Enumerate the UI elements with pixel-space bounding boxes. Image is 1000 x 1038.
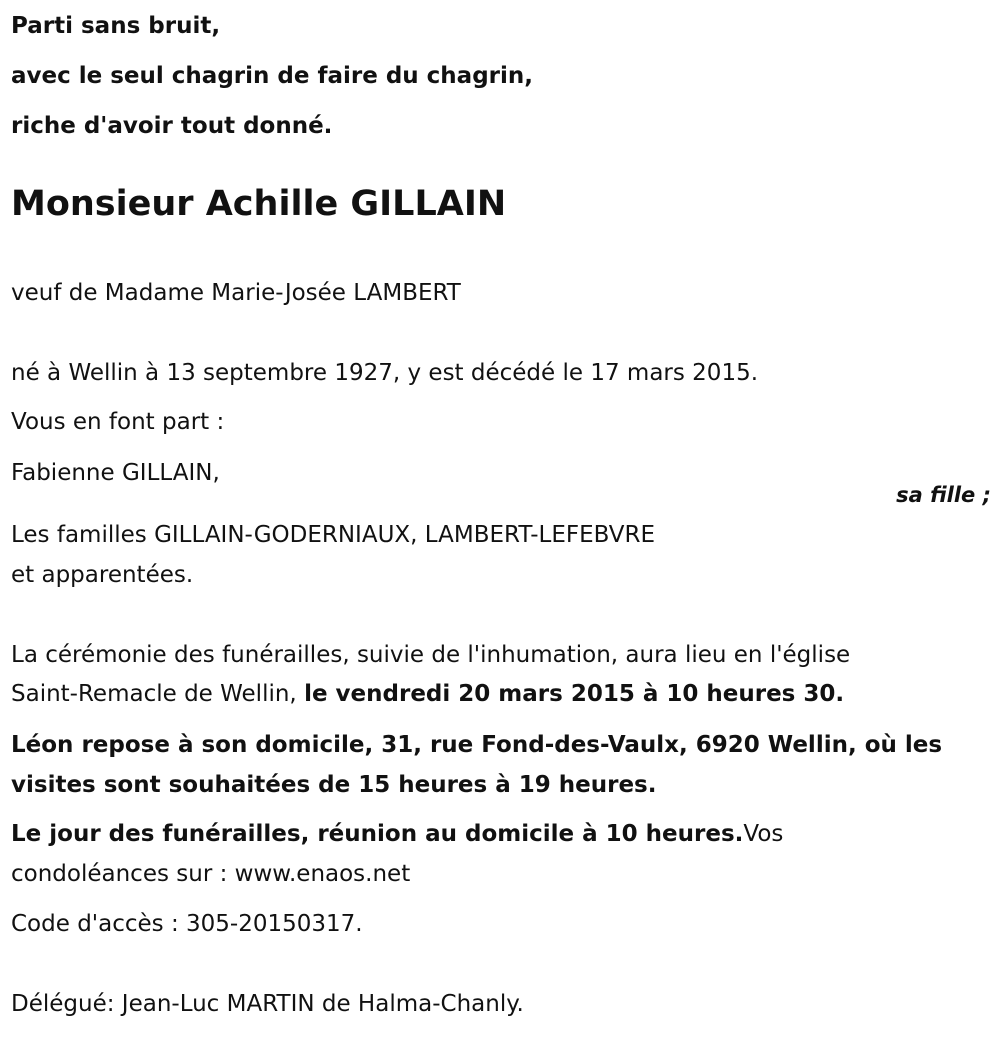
ceremony-line-2: [11, 680, 844, 708]
condolences-line: condoléances sur : www.enaos.net: [11, 861, 411, 887]
announce-intro: Vous en font part :: [11, 409, 225, 435]
condolences-lead: Vos: [743, 821, 784, 847]
visitation-line-1: Léon repose à son domicile, 31, rue Fond-des-Vaulx, 6920 Wellin, où les: [11, 732, 943, 758]
families-line-2: et apparentées.: [11, 562, 194, 588]
epitaph-line-3: riche d'avoir tout donné.: [11, 113, 333, 139]
spouse-line: veuf de Madame Marie-Josée LAMBERT: [11, 280, 461, 306]
family-relation: sa fille ;: [896, 483, 991, 507]
families-line-1: Les familles GILLAIN-GODERNIAUX, LAMBERT-LEFEBVRE: [11, 522, 655, 548]
access-code: Code d'accès : 305-20150317.: [11, 911, 363, 937]
meeting-line-1: [11, 820, 783, 848]
birth-death-line: né à Wellin à 13 septembre 1927, y est décédé le 17 mars 2015.: [11, 360, 759, 386]
epitaph-line-1: Parti sans bruit,: [11, 13, 221, 39]
ceremony-date: le vendredi 20 mars 2015 à 10 heures 30.: [304, 681, 845, 707]
visitation-line-2: visites sont souhaitées de 15 heures à 19 heures.: [11, 772, 657, 798]
epitaph-line-2: avec le seul chagrin de faire du chagrin,: [11, 63, 534, 89]
meeting-info: Le jour des funérailles, réunion au domicile à 10 heures.: [11, 821, 744, 847]
ceremony-place: Saint-Remacle de Wellin,: [11, 681, 305, 707]
ceremony-line-1: La cérémonie des funérailles, suivie de l'inhumation, aura lieu en l'église: [11, 642, 851, 668]
delegate-line: Délégué: Jean-Luc MARTIN de Halma-Chanly.: [11, 991, 524, 1017]
family-member: Fabienne GILLAIN,: [11, 460, 220, 486]
deceased-name: Monsieur Achille GILLAIN: [11, 184, 507, 224]
